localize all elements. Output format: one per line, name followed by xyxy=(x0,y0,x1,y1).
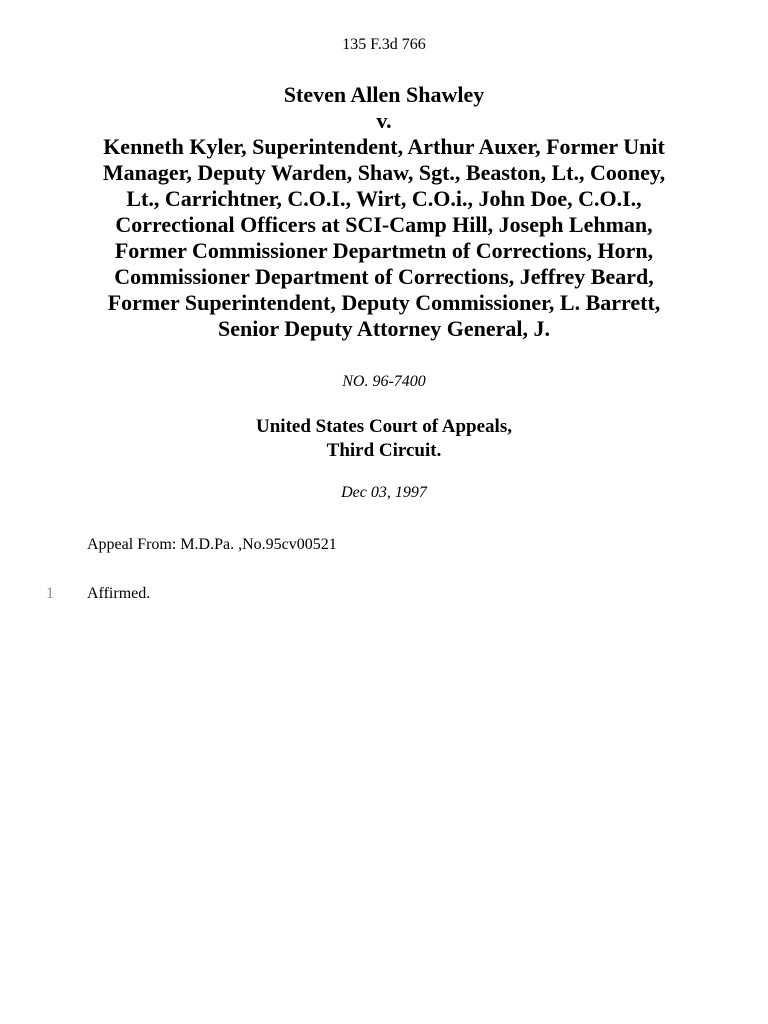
court-name xyxy=(0,415,768,463)
case-caption xyxy=(40,82,728,342)
defendant-line: Commissioner Department of Corrections, Jeffrey Beard, xyxy=(114,264,654,289)
defendant-line: Kenneth Kyler, Superintendent, Arthur Auxer, Former Unit xyxy=(103,134,665,159)
paragraph-text: Affirmed. xyxy=(87,585,151,602)
appeal-from: Appeal From: M.D.Pa. ,No.95cv00521 xyxy=(87,536,337,553)
court-name-line: Third Circuit. xyxy=(326,440,442,461)
court-name-line: United States Court of Appeals, xyxy=(256,416,512,437)
versus-label: v. xyxy=(376,108,392,133)
decision-date: Dec 03, 1997 xyxy=(341,484,427,501)
defendant-line: Former Superintendent, Deputy Commissioner, L. Barrett, xyxy=(107,290,661,315)
defendant-line: Correctional Officers at SCI-Camp Hill, Joseph Lehman, xyxy=(115,212,653,237)
docket-number: NO. 96-7400 xyxy=(342,373,426,390)
case-citation: 135 F.3d 766 xyxy=(342,36,426,53)
plaintiff-name: Steven Allen Shawley xyxy=(283,82,485,107)
defendant-line: Manager, Deputy Warden, Shaw, Sgt., Beaston, Lt., Cooney, xyxy=(102,160,666,185)
defendant-line: Lt., Carrichtner, C.O.I., Wirt, C.O.i., John Doe, C.O.I., xyxy=(126,186,642,211)
paragraph-number: 1 xyxy=(46,585,54,602)
defendant-line: Senior Deputy Attorney General, J. xyxy=(217,316,550,341)
defendant-line: Former Commissioner Departmetn of Corrections, Horn, xyxy=(114,238,654,263)
